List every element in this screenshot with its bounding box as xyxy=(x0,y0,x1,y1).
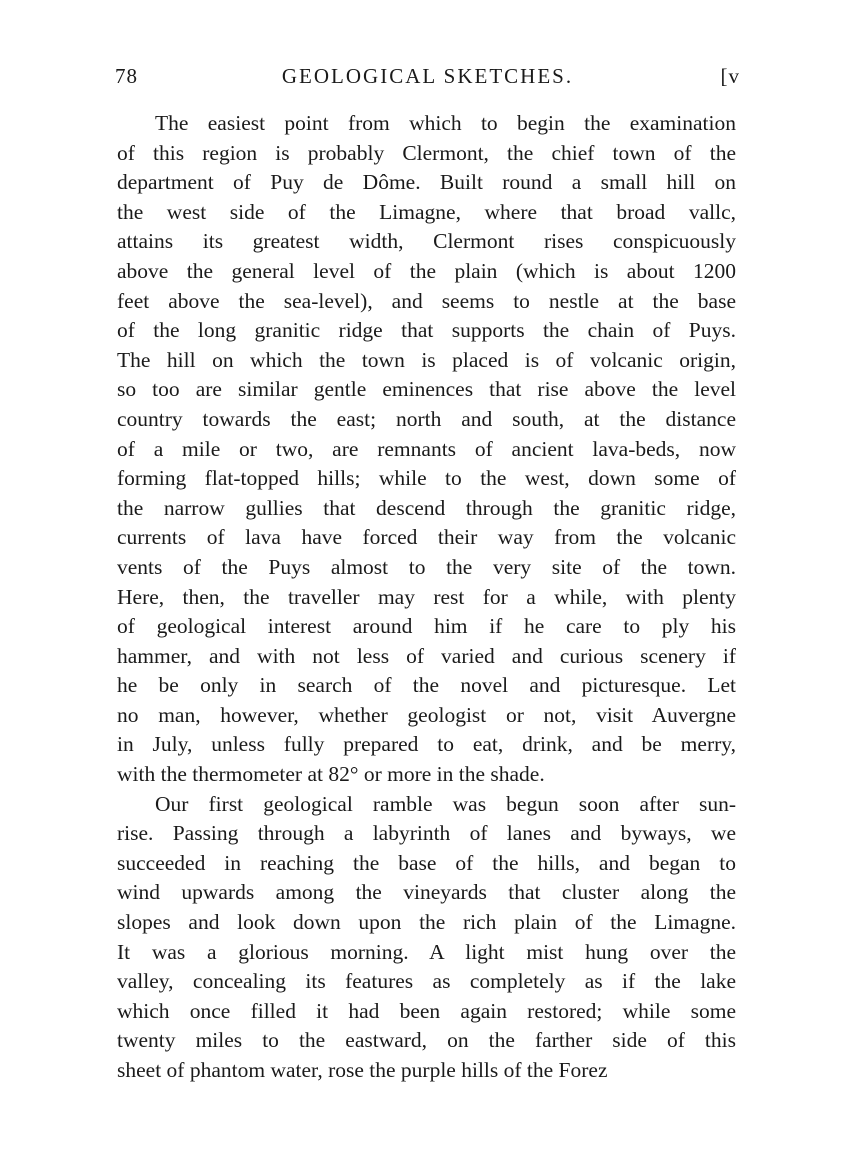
paragraph xyxy=(117,790,736,1086)
text-line: the narrow gullies that descend through the granitic ridge, xyxy=(117,495,736,520)
text-line: slopes and look down upon the rich plain of the Limagne. xyxy=(117,910,736,935)
text-line: Our first geological ramble was begun soon after sun- xyxy=(155,791,736,816)
text-line: with the thermometer at 82° or more in the shade. xyxy=(117,762,545,787)
text-line: above the general level of the plain (which is about 1200 xyxy=(117,258,736,283)
page-number: 78 xyxy=(115,64,138,88)
chapter-mark: [v xyxy=(720,64,740,88)
text-line: sheet of phantom water, rose the purple hills of the Forez xyxy=(117,1058,608,1082)
paragraph xyxy=(117,109,736,790)
text-line: forming flat-topped hills; while to the west, down some of xyxy=(117,466,736,491)
text-line: currents of lava have forced their way from the volcanic xyxy=(117,525,736,550)
text-line: department of Puy de Dôme. Built round a small hill on xyxy=(117,170,736,195)
body-text xyxy=(117,109,736,1086)
text-line: in July, unless fully prepared to eat, drink, and be merry, xyxy=(117,732,736,757)
text-line: he be only in search of the novel and picturesque. Let xyxy=(117,673,736,698)
text-line: no man, however, whether geologist or not, visit Auvergne xyxy=(117,702,736,727)
text-line: Here, then, the traveller may rest for a while, with plenty xyxy=(117,584,736,609)
page-header xyxy=(115,64,740,96)
text-line: twenty miles to the eastward, on the farther side of this xyxy=(117,1028,736,1053)
text-line: attains its greatest width, Clermont rises conspicuously xyxy=(117,229,736,254)
text-line: The easiest point from which to begin the examination xyxy=(155,111,736,135)
text-line: valley, concealing its features as completely as if the lake xyxy=(117,969,736,994)
running-title: GEOLOGICAL SKETCHES. xyxy=(281,64,574,88)
text-line: wind upwards among the vineyards that cluster along the xyxy=(117,880,736,905)
text-line: rise. Passing through a labyrinth of lanes and byways, we xyxy=(117,821,736,846)
text-line: of a mile or two, are remnants of ancient lava-beds, now xyxy=(117,436,736,461)
text-line: of the long granitic ridge that supports the chain of Puys. xyxy=(117,318,736,343)
text-line: succeeded in reaching the base of the hills, and began to xyxy=(117,850,736,875)
text-line: feet above the sea-level), and seems to nestle at the base xyxy=(117,288,736,313)
text-line: The hill on which the town is placed is of volcanic origin, xyxy=(117,347,736,372)
text-line: It was a glorious morning. A light mist hung over the xyxy=(117,939,736,964)
text-line: which once filled it had been again restored; while some xyxy=(117,998,736,1023)
text-line: hammer, and with not less of varied and curious scenery if xyxy=(117,643,736,668)
text-line: country towards the east; north and south, at the distance xyxy=(117,406,736,431)
text-line: of this region is probably Clermont, the chief town of the xyxy=(117,140,736,165)
text-line: so too are similar gentle eminences that rise above the level xyxy=(117,377,736,402)
text-line: vents of the Puys almost to the very site of the town. xyxy=(117,554,736,579)
text-line: the west side of the Limagne, where that broad vallc, xyxy=(117,199,736,224)
text-line: of geological interest around him if he care to ply his xyxy=(117,614,736,639)
